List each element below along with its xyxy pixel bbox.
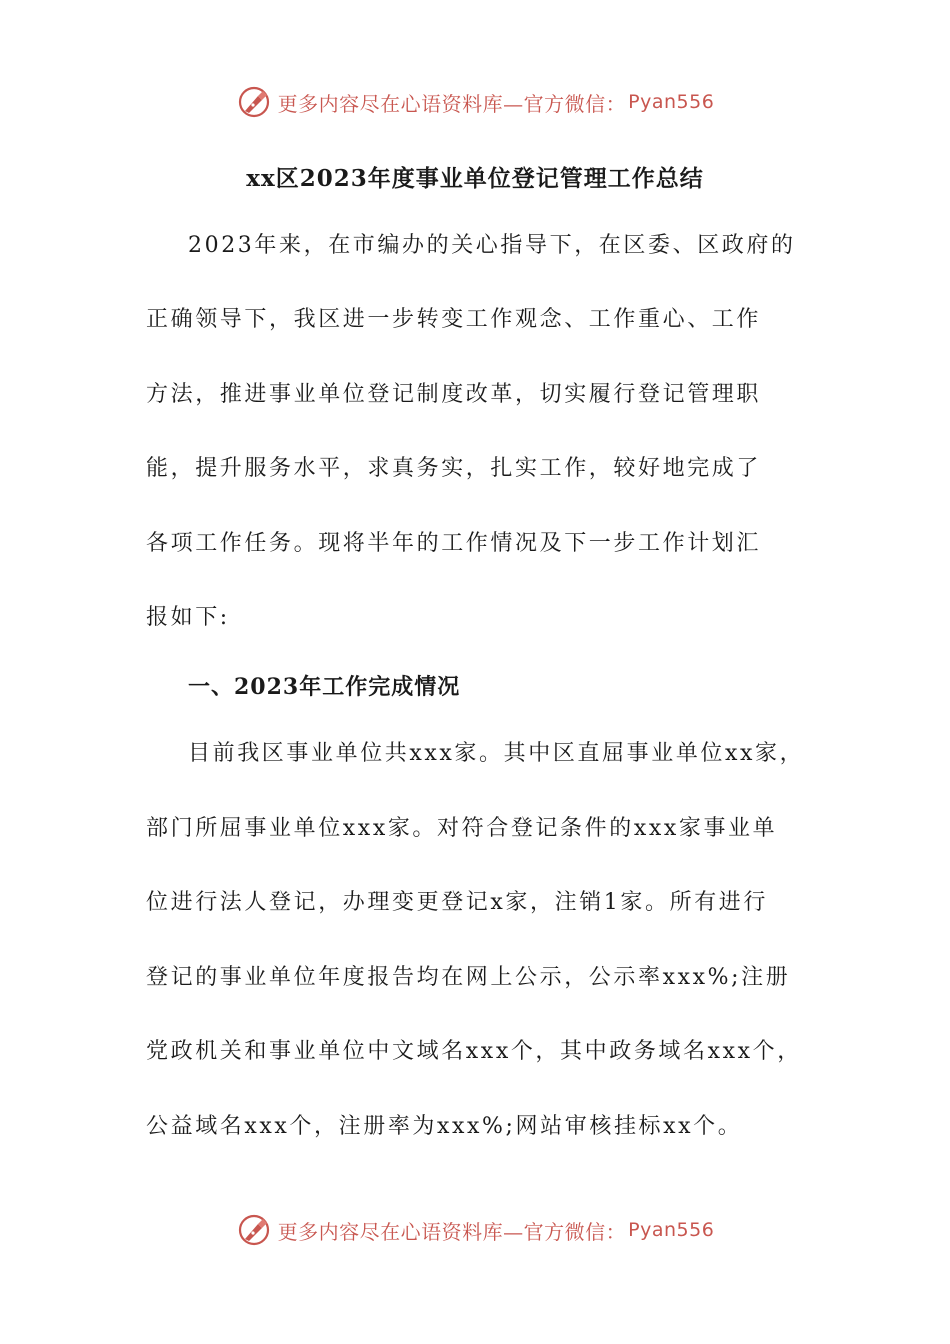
pen-nib-circle-icon — [236, 1212, 272, 1248]
paragraph-line: 报如下: — [146, 605, 230, 630]
paragraph-line: 目前我区事业单位共xxx家。其中区直屈事业单位xx家， — [188, 741, 805, 766]
pen-nib-circle-icon — [236, 84, 272, 120]
watermark-handle: Pyan556 — [628, 1219, 715, 1241]
paragraph-line: 公益域名xxx个，注册率为xxx%;网站审核挂标xx个。 — [146, 1114, 743, 1139]
document-title: xx区2023年度事业单位登记管理工作总结 — [246, 165, 704, 192]
paragraph-line: 各项工作任务。现将半年的工作情况及下一步工作计划汇 — [146, 531, 762, 556]
paragraph-line: 登记的事业单位年度报告均在网上公示，公示率xxx%;注册 — [146, 965, 791, 990]
section-heading: 一、2023年工作完成情况 — [188, 674, 461, 700]
watermark-text: 更多内容尽在心语资料库—官方微信： — [277, 91, 627, 116]
footer-watermark — [0, 1212, 950, 1248]
paragraph-line: 位进行法人登记，办理变更登记x家，注销1家。所有进行 — [146, 890, 769, 915]
paragraph-line: 党政机关和事业单位中文域名xxx个，其中政务域名xxx个， — [146, 1039, 802, 1064]
header-watermark — [0, 84, 950, 120]
watermark-handle: Pyan556 — [628, 91, 715, 113]
paragraph-line: 部门所屈事业单位xxx家。对符合登记条件的xxx家事业单 — [146, 816, 778, 841]
paragraph-line: 方法，推进事业单位登记制度改革，切实履行登记管理职 — [146, 382, 762, 407]
paragraph-line: 能，提升服务水平，求真务实，扎实工作，较好地完成了 — [146, 456, 762, 481]
watermark-text: 更多内容尽在心语资料库—官方微信： — [277, 1219, 627, 1244]
paragraph-line: 正确领导下，我区进一步转变工作观念、工作重心、工作 — [146, 307, 762, 332]
paragraph-line: 2023年来，在市编办的关心指导下，在区委、区政府的 — [188, 233, 796, 258]
